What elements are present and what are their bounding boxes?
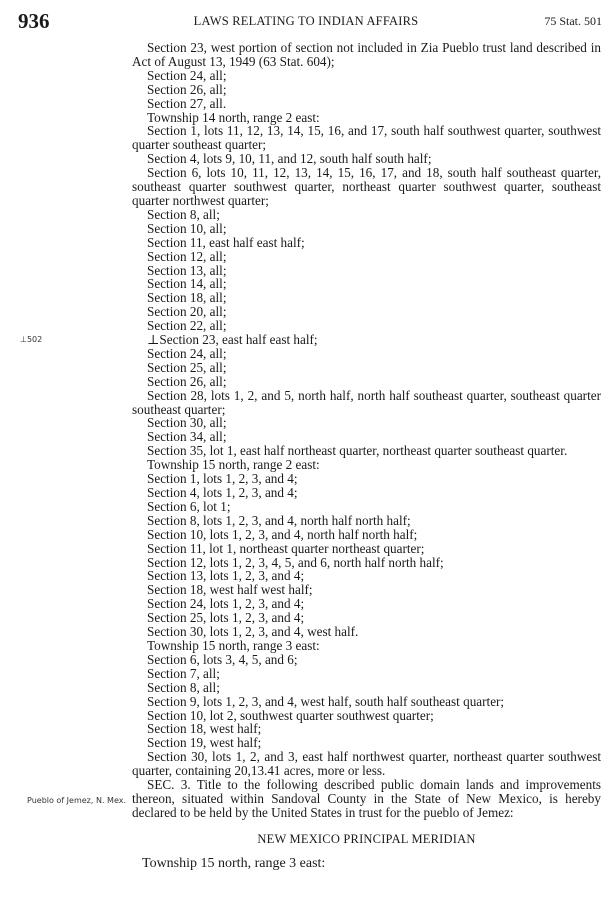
text-paragraph: Section 11, east half east half; bbox=[147, 234, 305, 250]
text-paragraph: Section 10, lots 1, 2, 3, and 4, north half north half; bbox=[147, 526, 418, 542]
text-paragraph: Section 25, all; bbox=[147, 359, 227, 375]
text-paragraph: ⊥Section 23, east half east half; bbox=[147, 332, 318, 348]
text-paragraph: Section 10, all; bbox=[147, 220, 227, 236]
text-paragraph: Section 1, lots 1, 2, 3, and 4; bbox=[147, 471, 298, 487]
text-paragraph: Section 25, lots 1, 2, 3, and 4; bbox=[147, 610, 305, 626]
text-paragraph: Section 6, lots 3, 4, 5, and 6; bbox=[147, 651, 298, 667]
text-paragraph: Section 26, all; bbox=[147, 81, 227, 97]
text-paragraph: Section 8, all; bbox=[147, 679, 220, 695]
text-paragraph: Section 4, lots 9, 10, 11, and 12, south half south half; bbox=[147, 151, 432, 167]
text-paragraph: Section 34, all; bbox=[147, 429, 227, 445]
text-paragraph: Section 27, all. bbox=[147, 95, 227, 111]
document-body bbox=[132, 41, 601, 871]
text-paragraph: Section 7, all; bbox=[147, 665, 220, 681]
text-paragraph: Section 26, all; bbox=[147, 373, 227, 389]
text-paragraph: Township 15 north, range 3 east: bbox=[147, 637, 320, 653]
text-paragraph: Section 18, all; bbox=[147, 290, 227, 306]
text-paragraph: Section 30, lots 1, 2, 3, and 4, west half. bbox=[147, 624, 359, 640]
text-paragraph: Section 13, lots 1, 2, 3, and 4; bbox=[147, 568, 305, 584]
text-paragraph: Section 13, all; bbox=[147, 262, 227, 278]
text-paragraph: Section 22, all; bbox=[147, 318, 227, 334]
text-paragraph: Section 1, lots 11, 12, 13, 14, 15, 16, and 17, south half southwest quarter, southwest quarter southeast quarter; bbox=[132, 123, 601, 153]
text-paragraph: Section 35, lot 1, east half northeast quarter, northeast quarter southeast quarter. bbox=[147, 443, 568, 459]
text-paragraph: Section 12, lots 1, 2, 3, 4, 5, and 6, north half north half; bbox=[147, 554, 444, 570]
text-paragraph: Section 12, all; bbox=[147, 248, 227, 264]
text-paragraph: Section 11, lot 1, northeast quarter northeast quarter; bbox=[147, 540, 425, 556]
text-paragraph: Section 9, lots 1, 2, 3, and 4, west half, south half southeast quarter; bbox=[147, 693, 505, 709]
side-note: Pueblo of Jemez, N. Mex. bbox=[27, 796, 126, 805]
text-paragraph: Section 19, west half; bbox=[147, 735, 262, 751]
text-paragraph: Section 8, all; bbox=[147, 206, 220, 222]
text-paragraph: SEC. 3. Title to the following described public domain lands and improvements thereon, situated within Sandoval County in the State of New Mexico, is hereby declared to be held by the United States in trust for the pueblo of Jemez: bbox=[132, 777, 601, 820]
running-title: LAWS RELATING TO INDIAN AFFAIRS bbox=[193, 14, 419, 28]
text-paragraph: Section 10, lot 2, southwest quarter southwest quarter; bbox=[147, 707, 434, 723]
text-paragraph: Section 24, all; bbox=[147, 345, 227, 361]
text-paragraph: Section 20, all; bbox=[147, 304, 227, 320]
text-paragraph: Section 18, west half; bbox=[147, 721, 262, 737]
text-paragraph: Township 14 north, range 2 east: bbox=[147, 109, 320, 125]
text-paragraph: Section 6, lots 10, 11, 12, 13, 14, 15, 16, 17, and 18, south half southeast quarter, southeast quarter southwest quarter, northeast quarter southwest quarter, southeast quarter northwest quarter; bbox=[132, 165, 601, 208]
page-number: 936 bbox=[18, 9, 50, 33]
text-paragraph: Section 14, all; bbox=[147, 276, 227, 292]
text-paragraph: Township 15 north, range 2 east: bbox=[147, 457, 320, 473]
text-paragraph: Township 15 north, range 3 east: bbox=[142, 855, 326, 871]
text-paragraph: Section 18, west half west half; bbox=[147, 582, 313, 598]
page-break-marker: ⊥502 bbox=[20, 335, 43, 344]
text-paragraph: Section 4, lots 1, 2, 3, and 4; bbox=[147, 485, 298, 500]
text-paragraph: Section 24, all; bbox=[147, 67, 227, 83]
section-heading: NEW MEXICO PRINCIPAL MERIDIAN bbox=[257, 831, 476, 846]
statute-reference: 75 Stat. 501 bbox=[544, 14, 602, 28]
running-header bbox=[0, 9, 612, 33]
text-paragraph: Section 8, lots 1, 2, 3, and 4, north half north half; bbox=[147, 512, 411, 528]
text-paragraph: Section 23, west portion of section not included in Zia Pueblo trust land described in Act of August 13, 1949 (63 Stat. 604); bbox=[132, 40, 601, 69]
text-paragraph: Section 24, lots 1, 2, 3, and 4; bbox=[147, 596, 305, 612]
text-paragraph: Section 6, lot 1; bbox=[147, 498, 231, 514]
text-paragraph: Section 28, lots 1, 2, and 5, north half, north half southeast quarter, southeast quarter southeast quarter; bbox=[132, 387, 601, 417]
text-paragraph: Section 30, all; bbox=[147, 415, 227, 431]
text-paragraph: Section 30, lots 1, 2, and 3, east half northwest quarter, northeast quarter southwest quarter, containing 20,13.41 acres, more or less. bbox=[132, 749, 601, 779]
